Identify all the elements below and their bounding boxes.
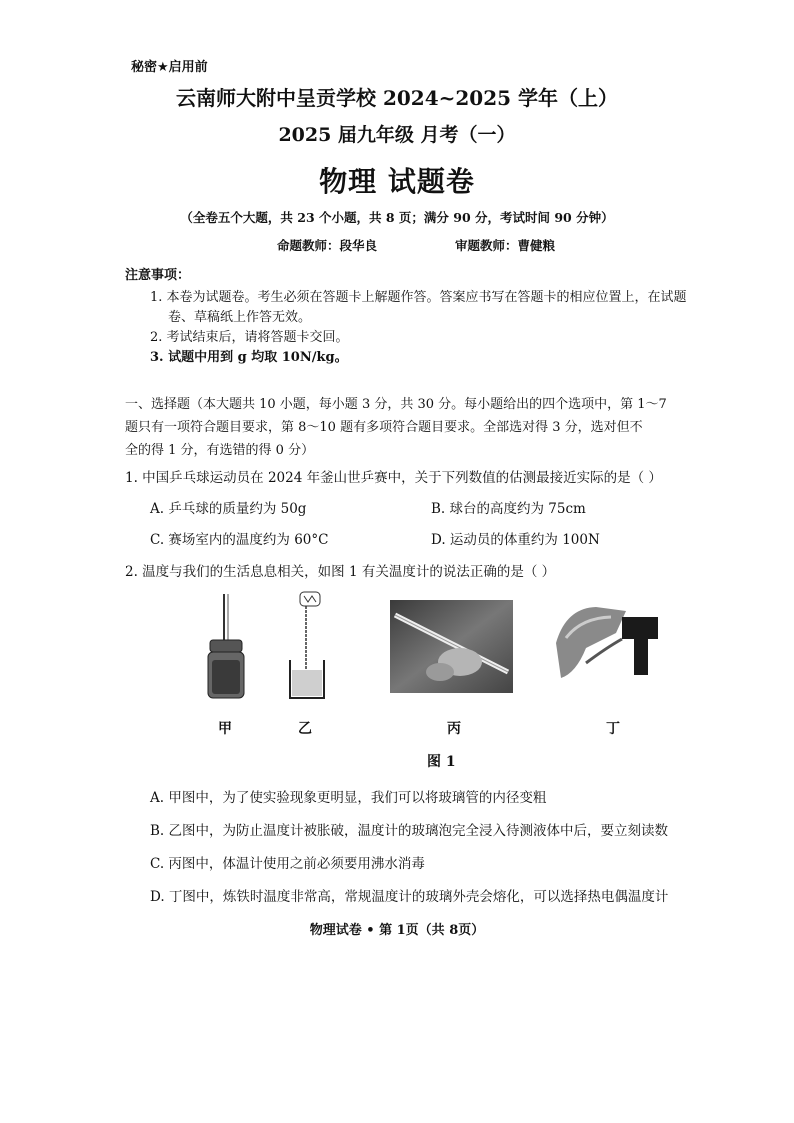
- exam-title-school: 云南师大附中呈贡学校 2024~2025 学年（上）: [175, 86, 618, 110]
- exam-info: （全卷五个大题，共 23 个小题，共 8 页；满分 90 分，考试时间 90 分钟）: [180, 210, 614, 225]
- notice-heading: 注意事项：: [125, 268, 191, 283]
- reviewer-teacher: 审题教师：曹健粮: [455, 238, 556, 253]
- q1-option-b: B. 球台的高度约为 75cm: [431, 501, 586, 517]
- secret-label: 秘密★启用前: [131, 60, 208, 75]
- exam-title-subject: 物理 试题卷: [319, 165, 475, 198]
- exam-title-grade: 2025 届九年级 月考（一）: [278, 124, 516, 146]
- q2-stem: 2. 温度与我们的生活息息相关，如图 1 有关温度计的说法正确的是（ ）: [125, 564, 556, 580]
- fig-label-ding: 丁: [606, 721, 620, 737]
- q2-option-c: C. 丙图中，体温计使用之前必须要用沸水消毒: [150, 856, 425, 872]
- q1-option-a: A. 乒乓球的质量约为 50g: [150, 501, 307, 517]
- fig-label-jia: 甲: [218, 721, 232, 737]
- notice-item-1-cont: 卷、草稿纸上作答无效。: [168, 310, 312, 325]
- q1-option-d: D. 运动员的体重约为 100N: [431, 532, 600, 548]
- q2-option-a: A. 甲图中，为了使实验现象更明显，我们可以将玻璃管的内径变粗: [150, 790, 547, 806]
- notice-item-1: 1. 本卷为试题卷。考生必须在答题卡上解题作答。答案应书写在答题卡的相应位置上，在试题: [150, 290, 687, 305]
- figure-caption: 图 1: [427, 754, 456, 770]
- section1-intro-line2: 题只有一项符合题目要求，第 8～10 题有多项符合题目要求。全部选对得 3 分，选对但不: [125, 420, 643, 435]
- notice-item-2: 2. 考试结束后，请将答题卡交回。: [150, 330, 349, 345]
- q1-option-c: C. 赛场室内的温度约为 60°C: [150, 532, 329, 548]
- setter-teacher: 命题教师：段华良: [277, 238, 378, 253]
- notice-item-3: 3. 试题中用到 g 均取 10N/kg。: [150, 350, 348, 365]
- fig-label-yi: 乙: [298, 721, 312, 737]
- fig-label-bing: 丙: [447, 721, 461, 737]
- figure-yi-beaker-thermometer: [282, 588, 332, 706]
- page-footer: 物理试卷 • 第 1页（共 8页）: [309, 923, 485, 938]
- figure-bing-clinical-thermometer-photo: [390, 600, 513, 693]
- figure-jia-bottle-thermometer: [200, 590, 250, 705]
- q1-stem: 1. 中国乒乓球运动员在 2024 年釜山世乒赛中，关于下列数值的估测最接近实际的是（ ）: [125, 470, 662, 486]
- section1-intro-line1: 一、选择题（本大题共 10 小题，每小题 3 分，共 30 分。每小题给出的四个选项中，第 1～7: [125, 397, 667, 412]
- q2-option-d: D. 丁图中，炼铁时温度非常高，常规温度计的玻璃外壳会熔化，可以选择热电偶温度计: [150, 889, 669, 905]
- figure-ding-thermocouple-photo: [556, 603, 661, 681]
- q2-option-b: B. 乙图中，为防止温度计被胀破，温度计的玻璃泡完全浸入待测液体中后，要立刻读数: [150, 823, 669, 839]
- section1-intro-line3: 全的得 1 分，有选错的得 0 分）: [125, 443, 315, 458]
